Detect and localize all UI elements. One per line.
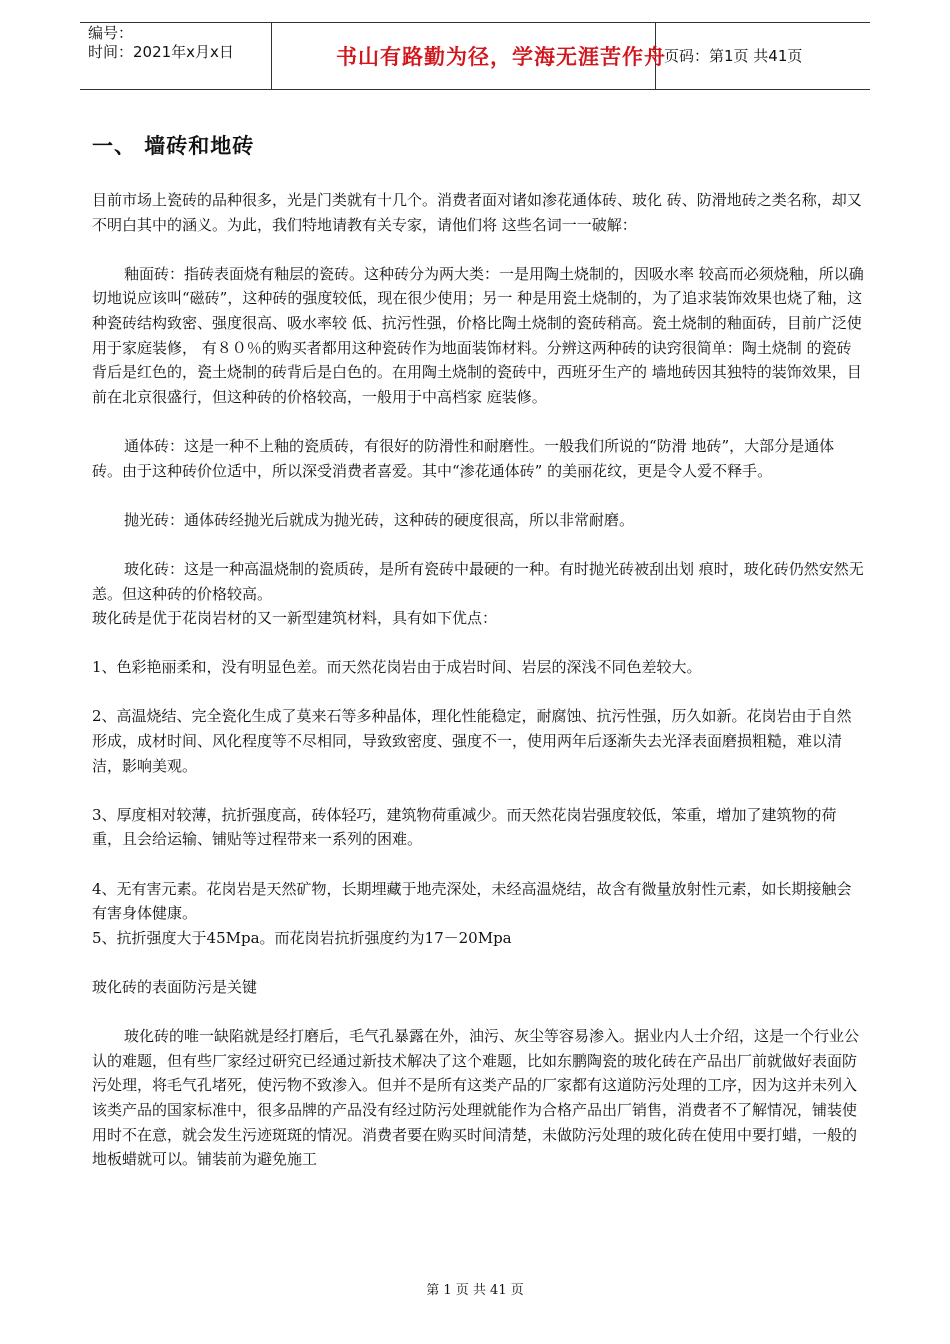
paragraph-full-body-tile: 通体砖：这是一种不上釉的瓷质砖，有很好的防滑性和耐磨性。一般我们所说的“防滑 地砖”，大部分是通体砖。由于这种砖价位适中，所以深受消费者喜爱。其中“渗花通体砖” 的美丽花纹，更是令人爱不释手。 xyxy=(92,436,835,480)
subheading: 玻化砖的表面防污是关键 xyxy=(92,978,258,996)
document-number-label: 编号： xyxy=(88,24,134,42)
list-item: 4、无有害元素。花岗岩是天然矿物，长期埋藏于地壳深处，未经高温烧结，故含有微量放射性元素，如长期接触会有害身体健康。 xyxy=(92,879,852,923)
header-meta xyxy=(88,24,234,62)
paragraph-glazed-tile: 釉面砖：指砖表面烧有釉层的瓷砖。这种砖分为两大类：一是用陶土烧制的，因吸水率 较高而必须烧釉，所以确切地说应该叫“磁砖”，这种砖的强度较低，现在很少使用；另一 种是用瓷土烧制的，为了追求装饰效果也烧了釉，这种瓷砖结构致密、强度很高、吸水率较 低、抗污性强，价格比陶土烧制的瓷砖稍高。瓷土烧制的釉面砖，目前广泛使用于家庭装修， 有８０％的购买者都用这种瓷砖作为地面装饰材料。分辨这两种砖的诀窍很简单：陶土烧制 的瓷砖背后是红色的，瓷土烧制的砖背后是白色的。在用陶土烧制的瓷砖中，西班牙生产的 墙地砖因其独特的装饰效果，目前在北京很盛行，但这种砖的价格较高，一般用于中高档家 庭装修。 xyxy=(92,264,864,406)
page-header xyxy=(80,22,870,89)
list-item: 1、色彩艳丽柔和，没有明显色差。而天然花岗岩由于成岩时间、岩层的深浅不同色差较大。 xyxy=(92,658,702,677)
section-title: 一、 墙砖和地砖 xyxy=(92,134,255,158)
page-footer: 第 1 页 共 41 页 xyxy=(426,1283,524,1298)
document-body xyxy=(92,188,864,1172)
paragraph-stain-protection: 玻化砖的唯一缺陷就是经打磨后，毛气孔暴露在外，油污、灰尘等容易渗入。据业内人士介绍，这是一个行业公认的难题，但有些厂家经过研究已经通过新技术解决了这个难题，比如东鹏陶瓷的玻化砖在产品出厂前就做好表面防污处理，将毛气孔堵死，使污物不致渗入。但并不是所有这类产品的厂家都有这道防污处理的工序，因为这并未列入该类产品的国家标准中，很多品牌的产品没有经过防污处理就能作为合格产品出厂销售，消费者不了解情况，铺装使用时不在意，就会发生污迹斑斑的情况。消费者要在购买时间清楚，未做防污处理的玻化砖在使用中要打蜡，一般的地板蜡就可以。铺装前为避免施工 xyxy=(92,1027,860,1169)
header-bottom-rule xyxy=(80,89,870,90)
list-item: 2、高温烧结、完全瓷化生成了莫来石等多种晶体，理化性能稳定，耐腐蚀、抗污性强，历久如新。花岗岩由于自然形成，成材时间、风化程度等不尽相同，导致致密度、强度不一，使用两年后逐渐失去光泽表面磨损粗糙，难以清洁，影响美观。 xyxy=(92,707,852,775)
header-page-info: 页码：第1页 共41页 xyxy=(664,47,803,65)
header-motto: 书山有路勤为径，学海无涯苦作舟 xyxy=(336,44,666,69)
list-item: 5、抗折强度大于45Mpa。而花岗岩抗折强度约为17－20Mpa xyxy=(92,928,512,947)
paragraph-advantages-intro: 玻化砖是优于花岗岩材的又一新型建筑材料，具有如下优点： xyxy=(92,609,498,628)
paragraph-intro: 目前市场上瓷砖的品种很多，光是门类就有十几个。消费者面对诸如渗花通体砖、玻化 砖、防滑地砖之类名称，却又不明白其中的涵义。为此，我们特地请教有关专家，请他们将 这些名词一一破解： xyxy=(92,191,862,234)
document-time-label: 时间：2021年x月x日 xyxy=(88,43,234,61)
list-item: 3、厚度相对较薄，抗折强度高，砖体轻巧，建筑物荷重减少。而天然花岗岩强度较低，笨重，增加了建筑物的荷重，且会给运输、铺贴等过程带来一系列的困难。 xyxy=(92,805,837,849)
paragraph-polished-tile: 抛光砖：通体砖经抛光后就成为抛光砖，这种砖的硬度很高，所以非常耐磨。 xyxy=(124,510,635,529)
paragraph-vitrified-tile: 玻化砖：这是一种高温烧制的瓷质砖，是所有瓷砖中最硬的一种。有时抛光砖被刮出划 痕时，玻化砖仍然安然无恙。但这种砖的价格较高。 xyxy=(92,559,864,603)
